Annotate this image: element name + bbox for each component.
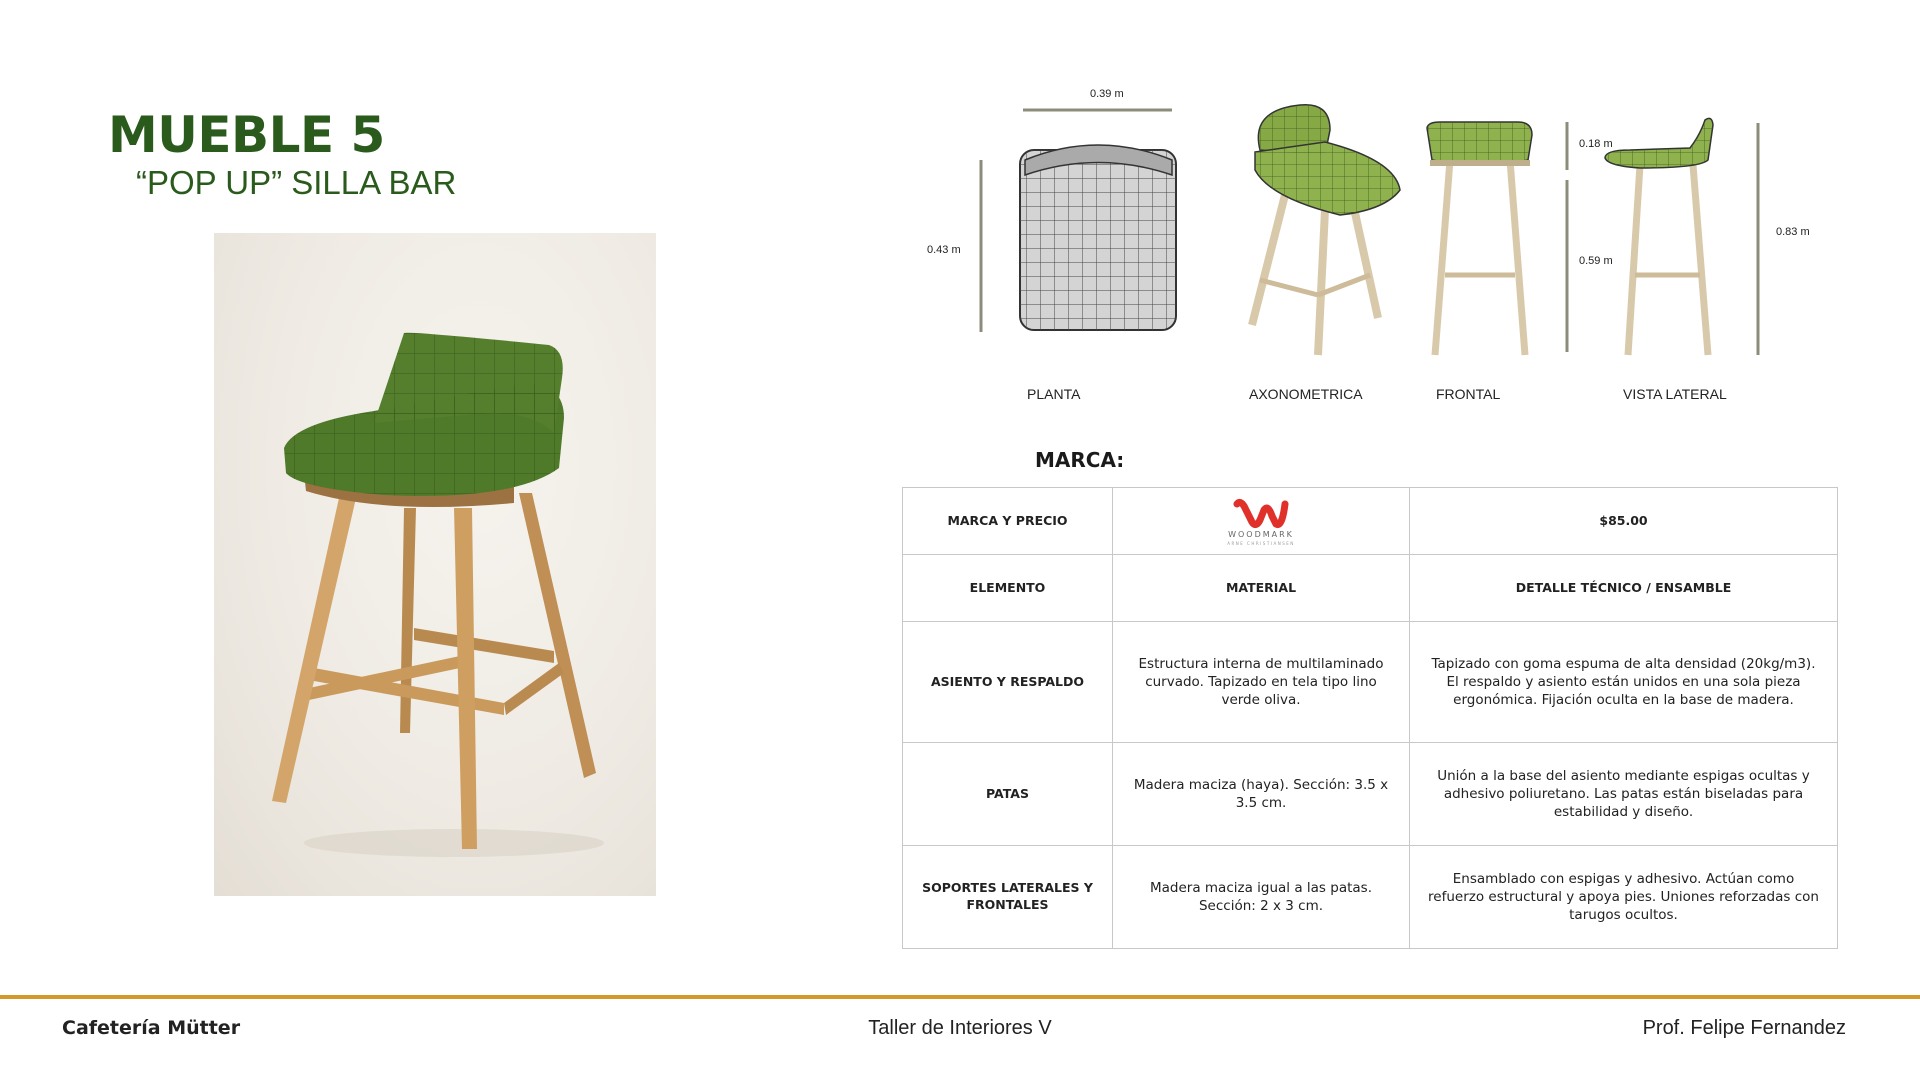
page-subtitle: “POP UP” SILLA BAR [136, 164, 457, 201]
footer-project: Cafetería Mütter [62, 1017, 241, 1039]
woodmark-logo-icon [1232, 496, 1290, 530]
stool-photo-drawing [214, 233, 656, 896]
woodmark-logo [1129, 496, 1393, 546]
view-label-axonometrica: AXONOMETRICA [1249, 386, 1363, 402]
table-row-brand [903, 488, 1838, 555]
technical-drawings [900, 80, 1860, 380]
col-header-material: MATERIAL [1113, 555, 1410, 622]
product-photo [214, 233, 656, 896]
element-cell: SOPORTES LATERALES Y FRONTALES [903, 846, 1113, 949]
logo-text: WOODMARK [1228, 529, 1294, 539]
detail-cell: Ensamblado con espigas y adhesivo. Actúan como refuerzo estructural y apoya pies. Uniones reforzadas con tarugos ocultos. [1410, 846, 1838, 949]
material-cell: Madera maciza (haya). Sección: 3.5 x 3.5 cm. [1113, 743, 1410, 846]
table-row [903, 622, 1838, 743]
view-label-lateral: VISTA LATERAL [1623, 386, 1727, 402]
table-row [903, 743, 1838, 846]
dim-width: 0.39 m [1090, 88, 1124, 100]
col-header-element: ELEMENTO [903, 555, 1113, 622]
view-label-frontal: FRONTAL [1436, 386, 1501, 402]
col-header-detail: DETALLE TÉCNICO / ENSAMBLE [1410, 555, 1838, 622]
detail-cell: Tapizado con goma espuma de alta densidad (20kg/m3). El respaldo y asiento están unidos en una sola pieza ergonómica. Fijación oculta en la base de madera. [1410, 622, 1838, 743]
logo-subtext: ARNE CHRISTIANSEN [1227, 540, 1295, 546]
dim-total-height: 0.83 m [1776, 226, 1810, 238]
material-cell: Madera maciza igual a las patas. Sección: 2 x 3 cm. [1113, 846, 1410, 949]
dim-back-height: 0.18 m [1579, 138, 1613, 150]
detail-cell: Unión a la base del asiento mediante espigas ocultas y adhesivo poliuretano. Las patas están biseladas para estabilidad y diseño. [1410, 743, 1838, 846]
brand-heading: MARCA: [1035, 448, 1125, 472]
dim-depth: 0.43 m [927, 244, 961, 256]
brand-logo-cell [1113, 488, 1410, 555]
element-cell: PATAS [903, 743, 1113, 846]
price: $85.00 [1410, 488, 1838, 555]
footer-professor: Prof. Felipe Fernandez [1642, 1017, 1846, 1039]
technical-views [900, 80, 1860, 420]
view-label-planta: PLANTA [1027, 386, 1081, 402]
footer-divider [0, 995, 1920, 999]
dim-seat-height: 0.59 m [1579, 255, 1613, 267]
table-row [903, 846, 1838, 949]
material-cell: Estructura interna de multilaminado curvado. Tapizado en tela tipo lino verde oliva. [1113, 622, 1410, 743]
footer-course: Taller de Interiores V [868, 1017, 1052, 1039]
brand-price-label: MARCA Y PRECIO [903, 488, 1113, 555]
table-header-row [903, 555, 1838, 622]
spec-table [902, 487, 1838, 949]
page-title: MUEBLE 5 [108, 106, 385, 164]
element-cell: ASIENTO Y RESPALDO [903, 622, 1113, 743]
